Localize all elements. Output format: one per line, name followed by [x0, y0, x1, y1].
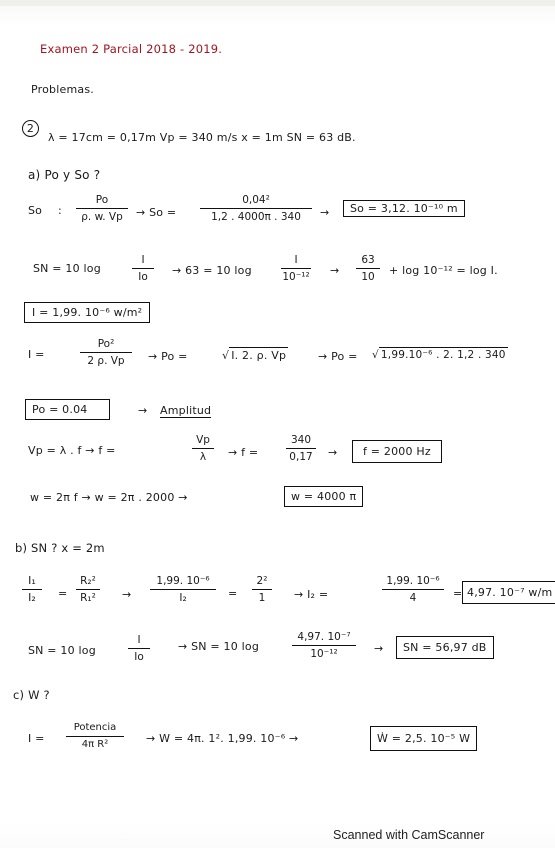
f-fraction-2: [286, 433, 316, 464]
f-fraction-2-numerator: 340: [290, 434, 312, 446]
i-lhs: I =: [28, 348, 45, 361]
po-result-box: [25, 399, 110, 420]
sn-fraction-2: [281, 253, 311, 284]
i-fraction: [80, 337, 132, 368]
so-symbol: So: [28, 204, 43, 217]
fraction-bar: [22, 589, 42, 590]
i2-result-box: [462, 581, 555, 604]
po-result: Po = 0.04: [25, 399, 110, 420]
i-result: I = 1,99. 10⁻⁶ w/m²: [24, 302, 150, 323]
sn-b-fraction-2: [292, 630, 356, 661]
ratio-fraction-3-denominator: I₂: [179, 592, 187, 604]
sn-fraction-1-denominator: Io: [138, 271, 148, 283]
sn-b-lhs: SN = 10 log: [28, 644, 96, 657]
exam-title: Examen 2 Parcial 2018 - 2019.: [40, 42, 223, 56]
ratio-fraction-4: [252, 574, 272, 605]
fraction-bar: [252, 589, 272, 590]
ratio-fraction-4-denominator: 1: [258, 592, 266, 604]
f-fraction-1-denominator: λ: [199, 451, 207, 463]
ratio-fraction-1: [22, 574, 42, 605]
sn-b-fraction-1: [128, 633, 150, 664]
fraction-bar: [76, 208, 128, 209]
sn-equation: → 63 = 10 log: [172, 264, 252, 277]
arrow: →: [122, 588, 132, 601]
po-arrow: → Po =: [148, 350, 188, 363]
sn-fraction-2-numerator: I: [294, 254, 298, 266]
i-c-lhs: I =: [28, 732, 45, 745]
section-heading: Problemas.: [31, 83, 94, 96]
fraction-bar: [286, 448, 316, 449]
f-result-box: [352, 440, 442, 463]
arrow: →: [320, 206, 330, 219]
arrow: →: [138, 404, 148, 417]
arrow: →: [328, 446, 338, 459]
i-fraction-numerator: Po²: [97, 338, 115, 350]
po-sqrt-1: [222, 347, 288, 362]
fraction-bar: [356, 268, 380, 269]
so-result-box: [343, 200, 465, 217]
w-result: w = 4000 π: [284, 486, 363, 507]
sn-b-equation: → SN = 10 log: [178, 640, 259, 653]
sn-lhs: SN = 10 log: [33, 262, 101, 275]
po-sqrt-2-radicand: 1,99.10⁻⁶ . 2. 1,2 . 340: [380, 349, 506, 361]
i2-fraction-numerator: 1,99. 10⁻⁶: [386, 575, 440, 587]
arrow: →: [330, 264, 340, 277]
f-result: f = 2000 Hz: [352, 440, 442, 463]
fraction-bar: [128, 648, 150, 649]
part-a-label: a) Po y So ?: [28, 168, 101, 182]
scan-edge: [0, 0, 555, 6]
po-sqrt-1-radicand: I. 2. ρ. Vp: [231, 349, 287, 362]
problem-number: [22, 120, 39, 137]
fraction-bar: [200, 208, 312, 209]
fraction-bar: [132, 268, 154, 269]
w-equation: w = 2π f → w = 2π . 2000 →: [30, 491, 188, 504]
so-fraction-2: [200, 193, 312, 224]
sn-b-fraction-2-denominator: 10⁻¹²: [310, 648, 338, 660]
sn-fraction-3-numerator: 63: [361, 254, 375, 266]
equals-sign: =: [228, 587, 238, 600]
sn-b-fraction-1-denominator: Io: [134, 651, 144, 663]
i-c-fraction-denominator: 4π R²: [81, 739, 109, 750]
f-fraction-1: [192, 433, 214, 464]
fraction-bar: [292, 645, 356, 646]
equals-sign: :: [58, 204, 62, 217]
f-fraction-2-denominator: 0,17: [289, 451, 313, 463]
sqrt-symbol: √: [222, 349, 230, 362]
so-fraction-1-numerator: Po: [95, 194, 109, 206]
f-fraction-1-numerator: Vp: [196, 434, 210, 446]
vp-equation: Vp = λ . f → f =: [28, 444, 116, 457]
i-fraction-denominator: 2 ρ. Vp: [87, 355, 125, 367]
w-c-equation: → W = 4π. 1². 1,99. 10⁻⁶ →: [146, 732, 299, 745]
amplitud-label: [160, 404, 211, 417]
sn-b-fraction-1-numerator: I: [137, 634, 141, 646]
i2-fraction-denominator: 4: [409, 592, 417, 604]
ratio-fraction-3: [150, 574, 216, 605]
sn-b-fraction-2-numerator: 4,97. 10⁻⁷: [297, 631, 351, 643]
fraction-bar: [80, 352, 132, 353]
ratio-fraction-4-numerator: 2²: [256, 575, 268, 587]
equals-sign: =: [58, 587, 68, 600]
ratio-fraction-2-numerator: R₂²: [80, 575, 96, 587]
ratio-fraction-1-numerator: I₁: [28, 574, 36, 587]
sqrt-symbol: √: [372, 349, 379, 361]
sn-fraction-1-numerator: I: [141, 254, 145, 266]
so-fraction-1: [76, 193, 128, 224]
problem-givens: λ = 17cm = 0,17m Vp = 340 m/s x = 1m SN = 63 dB.: [48, 131, 356, 144]
i-c-fraction: [66, 721, 124, 752]
sn-fraction-1: [132, 253, 154, 284]
ratio-fraction-3-numerator: 1,99. 10⁻⁶: [156, 575, 210, 587]
po-arrow-2: → Po =: [318, 350, 358, 363]
arrow: →: [374, 642, 384, 655]
po-sqrt-2: [372, 347, 508, 361]
w-result-box: [284, 486, 363, 507]
sn-fraction-3-denominator: 10: [361, 271, 375, 283]
w-c-result: Ẇ = 2,5. 10⁻⁵ W: [370, 726, 477, 751]
fraction-bar: [66, 736, 124, 737]
so-fraction-2-denominator: 1,2 . 4000π . 340: [211, 211, 301, 223]
amplitud-text: Amplitud: [160, 404, 212, 417]
i-result-box: [24, 302, 150, 323]
sn-fraction-2-denominator: 10⁻¹²: [282, 271, 310, 283]
part-c-label: c) W ?: [13, 688, 50, 702]
i2-result: 4,97. 10⁻⁷ w/m: [462, 581, 555, 604]
ratio-fraction-2: [76, 574, 100, 605]
i2-fraction: [382, 574, 444, 605]
sn-b-result-box: [396, 636, 494, 659]
w-c-result-box: [370, 726, 477, 751]
problem-number-circle: 2: [22, 120, 39, 137]
i-c-fraction-numerator: Potencia: [73, 722, 117, 733]
camscanner-watermark: Scanned with CamScanner: [333, 828, 485, 842]
so-arrow: → So =: [136, 206, 177, 219]
i2-equation: → I₂ =: [294, 588, 329, 601]
ratio-fraction-2-denominator: R₁²: [80, 592, 96, 604]
sn-fraction-3: [356, 253, 380, 284]
fraction-bar: [150, 589, 216, 590]
f-arrow: → f =: [228, 446, 259, 459]
sn-b-result: SN = 56,97 dB: [396, 636, 494, 659]
sn-log-tail: + log 10⁻¹² = log I.: [389, 264, 498, 277]
fraction-bar: [192, 448, 214, 449]
so-fraction-1-denominator: ρ. w. Vp: [81, 211, 123, 223]
so-result: So = 3,12. 10⁻¹⁰ m: [343, 200, 465, 217]
fraction-bar: [76, 589, 100, 590]
fraction-bar: [382, 589, 444, 590]
fraction-bar: [281, 268, 311, 269]
equals-sign: =: [453, 587, 463, 600]
part-b-label: b) SN ? x = 2m: [15, 541, 105, 555]
so-fraction-2-numerator: 0,04²: [242, 194, 270, 206]
ratio-fraction-1-denominator: I₂: [28, 591, 36, 604]
